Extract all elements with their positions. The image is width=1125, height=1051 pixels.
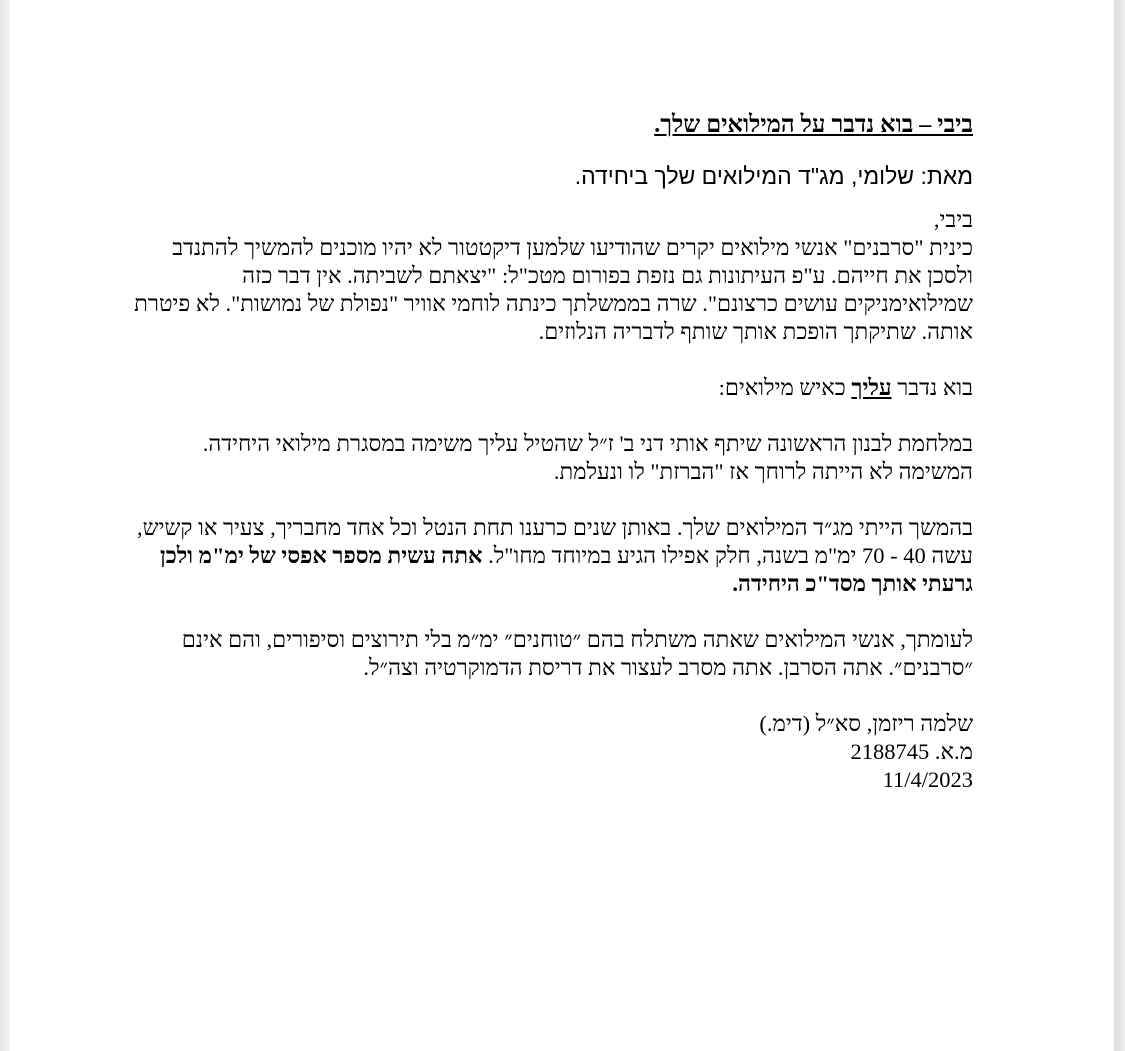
window-left-edge (0, 0, 10, 1051)
greeting: ביבי, (933, 207, 973, 232)
paragraph-2 (123, 374, 973, 402)
signature-name: שלמה ריזמן, סא״ל (דימ.) (759, 711, 973, 736)
paragraph-5: לעומתך, אנשי המילואים שאתה משתלח בהם ״טוחנים״ ימ״מ בלי תירוצים וסיפורים, והם אינם ״סרבנים״. אתה הסרבן. אתה מסרב לעצור את דריסת הדמוקרטיה וצה״ל. (181, 627, 973, 680)
paragraph-1: כינית "סרבנים" אנשי מילואים יקרים שהודיעו שלמען דיקטטור לא יהיו מוכנים להמשיך להתנדב ולסכן את חייהם. ע"פ העיתונות גם נזפת בפורום מטכ"ל: "יצאתם לשביתה. אין דבר כזה שמילואימניקים עושים כרצונם". שרה בממשלתך כינתה לוחמי אוויר "נפולת של נמושות". לא פיטרת אותה. שתיקתך הופכת אותך שותף לדבריה הנלוזים. (134, 235, 973, 344)
paragraph-3: במלחמת לבנון הראשונה שיתף אותי דני ב' ז״ל שהטיל עליך משימה במסגרת מילואי היחידה. המשימה לא הייתה לרוחך אז "הברזת" לו ונעלמת. (202, 431, 973, 484)
letter-body (123, 110, 973, 794)
paragraph-2-start: בוא נדבר (891, 375, 973, 400)
paragraph-2-end: כאיש מילואים: (718, 375, 852, 400)
window-right-edge (1114, 0, 1125, 1051)
paragraph-4 (123, 514, 973, 598)
paragraph-4-text: בהמשך הייתי מג״ד המילואים שלך. באותן שנים כרענו תחת הנטל וכל אחד מחבריך, צעיר או קשיש, עשה 40 - 70 ימ"מ בשנה, חלק אפילו הגיע במיוחד מחו"ל. (137, 515, 973, 568)
paragraph-2-emphasis: עליך (851, 375, 892, 400)
signature-id: מ.א. 2188745 (850, 739, 973, 764)
letter-title: ביבי – בוא נדבר על המילואים שלך. (654, 112, 973, 138)
document-page (10, 0, 1114, 1051)
paragraph-4-bold: אתה עשית מספר אפסי של ימ"מ ולכן גרעתי אותך מסד"כ היחידה. (160, 543, 973, 596)
from-line: מאת: שלומי, מג"ד המילואים שלך ביחידה. (574, 163, 973, 189)
signature-date: 11/4/2023 (882, 767, 973, 792)
